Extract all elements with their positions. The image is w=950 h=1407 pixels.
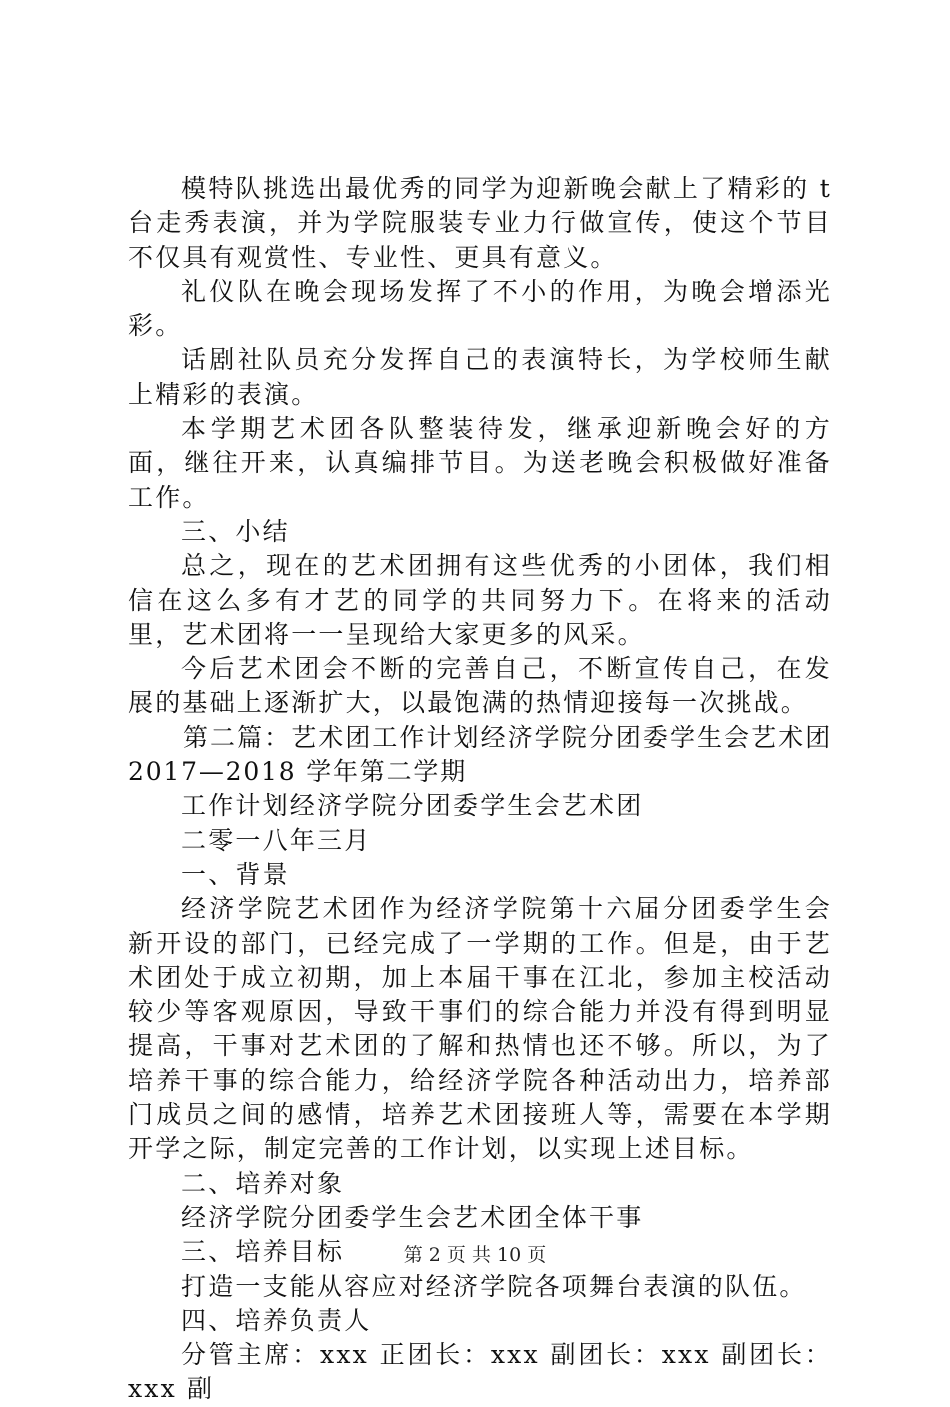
paragraph-etiquette-team: 礼仪队在晚会现场发挥了不小的作用，为晚会增添光彩。 [128,276,832,341]
heading-part-two: 第二篇：艺术团工作计划经济学院分团委学生会艺术团 2017—2018 学年第二学期 [128,722,832,787]
paragraph-summary: 总之，现在的艺术团拥有这些优秀的小团体，我们相信在这么多有才艺的同学的共同努力下。在将来的活动里，艺术团将一一呈现给大家更多的风采。 [128,551,832,649]
document-body [128,172,832,1407]
heading-summary: 三、小结 [181,516,290,546]
heading-training-target: 二、培养对象 [181,1168,345,1198]
paragraph-training-target: 经济学院分团委学生会艺术团全体干事 [181,1202,644,1232]
paragraph-background: 经济学院艺术团作为经济学院第十六届分团委学生会新开设的部门，已经完成了一学期的工作。但是，由于艺术团处于成立初期，加上本届干事在江北，参加主校活动较少等客观原因，导致干事们的综合能力并没有得到明显提高，干事对艺术团的了解和热情也还不够。所以，为了培养干事的综合能力，给经济学院各种活动出力，培养部门成员之间的感情，培养艺术团接班人等，需要在本学期开学之际，制定完善的工作计划，以实现上述目标。 [128,894,832,1164]
page-number-footer: 第 2 页 共 10 页 [403,1244,547,1266]
heading-responsible: 四、培养负责人 [181,1305,372,1335]
paragraph-drama-club: 话剧社队员充分发挥自己的表演特长，为学校师生献上精彩的表演。 [128,345,832,409]
heading-training-goal: 三、培养目标 [181,1237,345,1267]
heading-background: 一、背景 [181,859,290,889]
date-line: 二零一八年三月 [181,825,372,855]
paragraph-future: 今后艺术团会不断的完善自己，不断宣传自己，在发展的基础上逐渐扩大，以最饱满的热情迎接每一次挑战。 [128,654,832,718]
paragraph-semester-plan: 本学期艺术团各队整装待发，继承迎新晚会好的方面，继往开来，认真编排节目。为送老晚会积极做好准备工作。 [128,414,832,512]
subtitle-work-plan: 工作计划经济学院分团委学生会艺术团 [181,791,644,821]
paragraph-training-goal: 打造一支能从容应对经济学院各项舞台表演的队伍。 [181,1271,807,1301]
paragraph-model-team: 模特队挑选出最优秀的同学为迎新晚会献上了精彩的 t 台走秀表演，并为学院服装专业力行做宣传，使这个节目不仅具有观赏性、专业性、更具有意义。 [128,174,832,272]
paragraph-responsible: 分管主席：xxx 正团长：xxx 副团长：xxx 副团长：xxx 副 [128,1340,832,1404]
